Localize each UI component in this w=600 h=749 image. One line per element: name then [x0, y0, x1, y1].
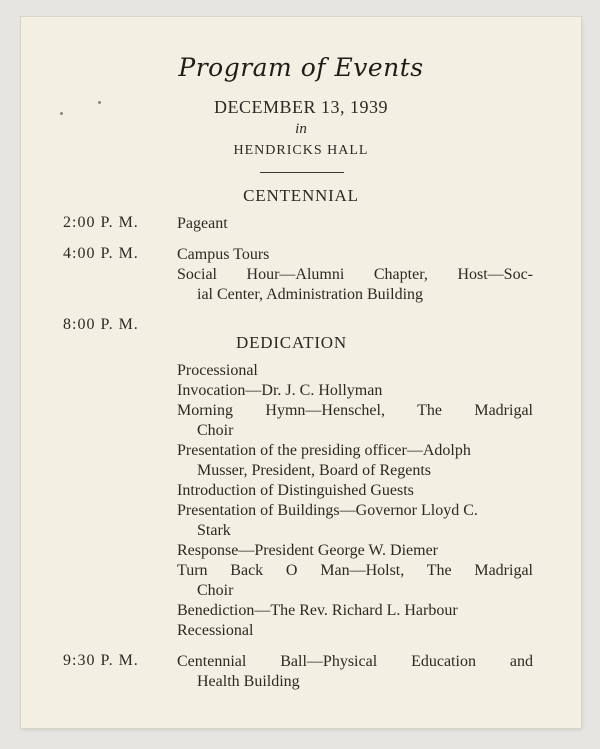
event-line: Pageant: [177, 215, 228, 232]
time-slot-3: 8:00 P. M.: [63, 316, 139, 333]
event-line: Morning Hymn—Henschel, The Madrigal: [177, 402, 533, 419]
event-line: Invocation—Dr. J. C. Hollyman: [177, 382, 383, 399]
event-line: Recessional: [177, 622, 254, 639]
event-line: Processional: [177, 362, 258, 379]
paper-speck: [60, 112, 63, 115]
dedication-heading: DEDICATION: [236, 333, 347, 352]
event-line: Benediction—The Rev. Richard L. Harbour: [177, 602, 458, 619]
divider-rule: [260, 172, 344, 173]
event-line: Response—President George W. Diemer: [177, 542, 438, 559]
time-slot-1: 2:00 P. M.: [63, 214, 139, 231]
event-line: Presentation of Buildings—Governor Lloyd C.: [177, 502, 478, 519]
event-date: DECEMBER 13, 1939: [213, 97, 388, 117]
time-slot-4: 9:30 P. M.: [63, 652, 139, 669]
event-line: Turn Back O Man—Holst, The Madrigal: [177, 562, 533, 579]
time-slot-2: 4:00 P. M.: [63, 245, 139, 262]
in-connector: in: [295, 121, 307, 137]
event-line: Choir: [197, 582, 234, 599]
event-line: Stark: [197, 522, 231, 539]
event-line: Musser, President, Board of Regents: [197, 462, 431, 479]
event-line: ial Center, Administration Building: [197, 286, 424, 303]
centennial-heading: CENTENNIAL: [243, 186, 359, 205]
event-line: Centennial Ball—Physical Education and: [177, 653, 533, 670]
event-line: Choir: [197, 422, 234, 439]
program-card: [21, 17, 581, 728]
program-title: Program of Events: [178, 53, 424, 82]
event-line: Presentation of the presiding officer—Adolph: [177, 442, 471, 459]
event-line: Campus Tours: [177, 246, 270, 263]
event-line: Introduction of Distinguished Guests: [177, 482, 414, 499]
paper-speck: [98, 101, 101, 104]
event-line: Health Building: [197, 673, 300, 690]
event-line: Social Hour—Alumni Chapter, Host—Soc-: [177, 266, 533, 283]
venue-name: HENDRICKS HALL: [233, 143, 369, 158]
